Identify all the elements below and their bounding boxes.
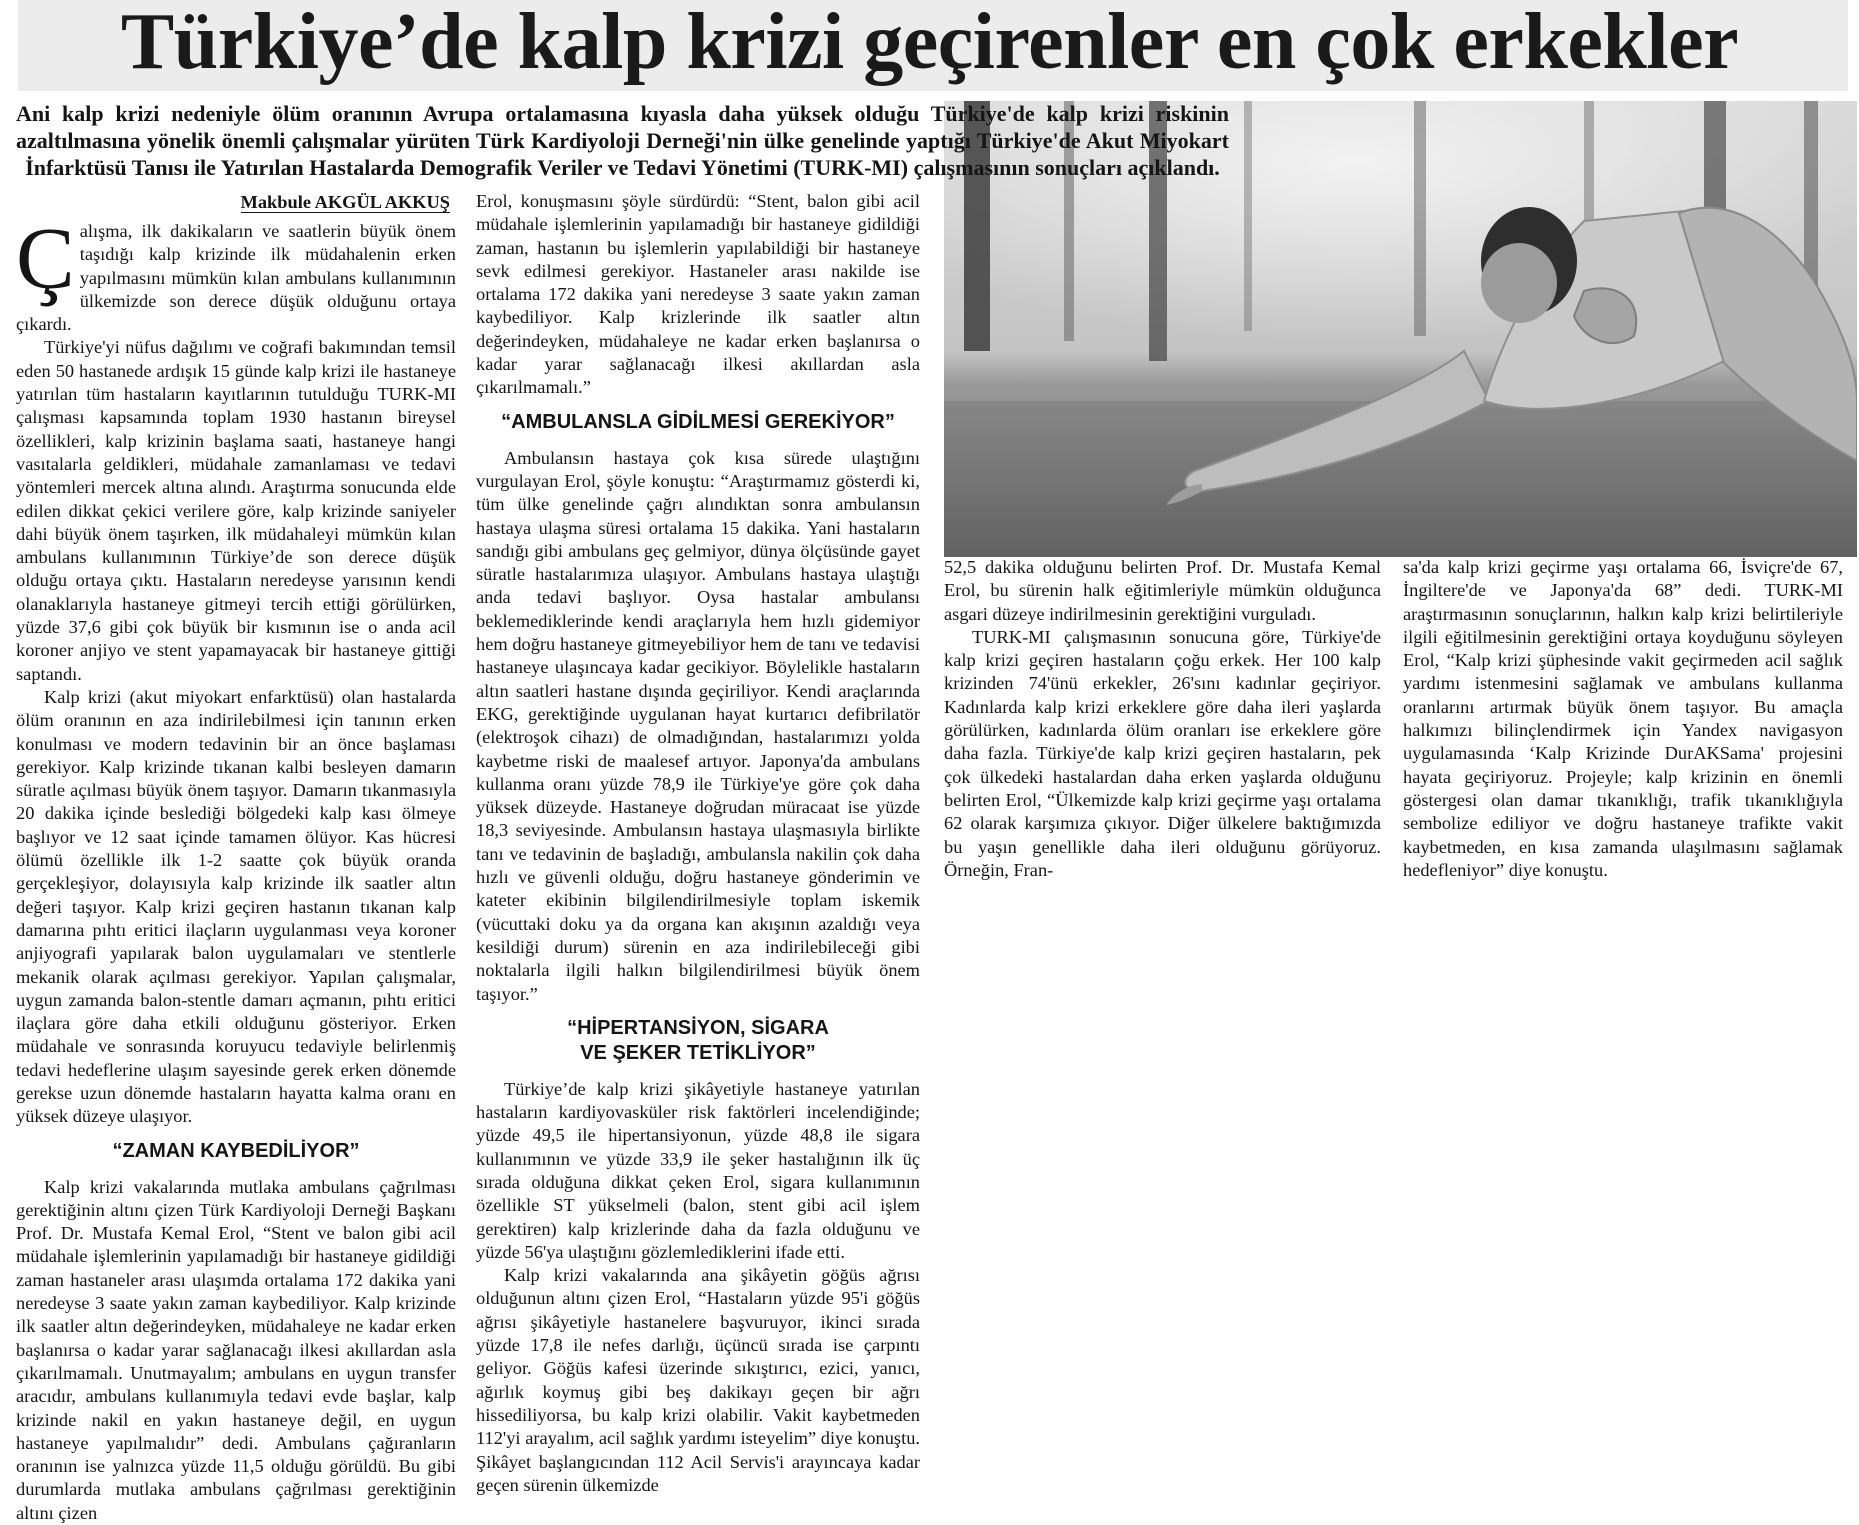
paragraph: Erol, konuşmasını şöyle sürdürdü: “Stent, balon gibi acil müdahale işlemlerinin yapılamadığı bir hastaneye gidildiği zaman, hastanın bu işlemlerin yapılabildiği bir hastaneye sevk edilmesi gerekiyor. Hastaneler arası nakilde ise ortalama 172 dakika yani neredeyse 3 saate yakın zaman kaybediliyor. Kalp krizlerinde ilk saatler altın değerindeyken, müdahaleye ne kadar erken başlanırsa o kadar yarar sağlanacağı ilkesi akıllardan asla çıkarılmamalı.” bbox=[476, 191, 920, 398]
subheading-line: VE ŞEKER TETİKLİYOR” bbox=[580, 1041, 816, 1064]
paragraph: Kalp krizi (akut miyokart enfarktüsü) olan hastalarda ölüm oranının en aza indirilebilmesi için tanının erken konulması ve modern tedavinin bir an önce başlaması gerekiyor. Kalp krizinde tıkanan kalbi besleyen damarın süratle açılması büyük önem taşıyor. Damarın tıkanmasıyla 20 dakika içinde beslediği bölgedeki kalp kası ölmeye başlıyor ve 12 saat içinde tamamen ölüyor. Kas hücresi ölümü özellikle ilk 1-2 saatte çok büyük oranda gerçekleşiyor, dolayısıyla kalp krizinde ilk saatler altın değeri taşıyor. Kalp krizi geçiren hastanın tıkanan kalp damarına pıhtı eritici ilaçların uygulanması veya koroner anjiyografi yapılarak balon uygulamaları ve stentlerle mekanik olarak açılması gerekiyor. Yapılan çalışmalar, uygun zamanda balon-stentle damarı açmanın, pıhtı eritici ilaçlara göre daha etkili olduğunu gösteriyor. Erken müdahale ve sonrasında koruyucu tedaviyle belirlenmiş tedavi hedeflerine ulaşım sayesinde gerek erken dönemde gerekse uzun dönemde hastaların hayatta kalma oranı en yüksek düzeye ulaşıyor. bbox=[16, 686, 456, 1127]
drop-cap: Ç bbox=[16, 211, 75, 308]
article-column-1 bbox=[16, 190, 456, 1525]
article-column-2 bbox=[476, 190, 920, 1497]
paragraph: Türkiye’de kalp krizi şikâyetiyle hastaneye yatırılan hastaların kardiyovasküler risk faktörleri incelendiğinde; yüzde 49,5 ile hipertansiyonun, yüzde 48,8 ile sigara kullanımının ve yüzde 33,9 ile şeker hastalığının ilk üç sırada olduğuna dikkat çeken Erol, sigara kullanımının özellikle ST yükselmeli (balon, stent gibi acil işlem gerektiren) kalp krizlerinde daha da fazla olduğunu ve yüzde 56'ya ulaştığını gözlemlediklerini ifade etti. bbox=[476, 1078, 920, 1262]
paragraph: 52,5 dakika olduğunu belirten Prof. Dr. Mustafa Kemal Erol, bu sürenin halk eğitimleriyle mümkün olduğunca asgari düzeye indirilmesinin gerektiğini vurguladı. bbox=[944, 557, 1381, 624]
paragraph: sa'da kalp krizi geçirme yaşı ortalama 66, İsviçre'de 67, İngiltere'de ve Japonya'da 68” dedi. TURK-MI araştırmasının sonuçlarının, halkın kalp krizi belirtileriyle ilgili eğitilmesinin gerektiğini ortaya koyduğunu söyleyen Erol, “Kalp krizi şüphesinde vakit geçirmeden acil sağlık yardımı istenmesini sağlamak ve ambulans kullanma oranlarını artırmak büyük önem taşıyor. Bu amaçla halkımızı bilinçlendirmek için Yandex navigasyon uygulamasında ‘Kalp Krizinde DurAKSama' projesini hayata geçiriyoruz. Projeyle; kalp krizinin en önemli göstergesi olan damar tıkanıklığı, trafik tıkanıklığıyla sembolize ediliyor ve doğru hastaneye trafikte vakit kaybetmeden, en kısa zamanda ulaşılmasını sağlamak hedefleniyor” diye konuştu. bbox=[1403, 557, 1843, 880]
paragraph: Kalp krizi vakalarında mutlaka ambulans çağrılması gerektiğinin altını çizen Türk Kardiyoloji Derneği Başkanı Prof. Dr. Mustafa Kemal Erol, “Stent ve balon gibi acil müdahale işlemlerinin yapılamadığı bir hastaneye gidildiği zaman hastaneler arası ulaşımda ortalama 172 dakika yani neredeyse 3 saate yakın zaman kaybediliyor. Kalp krizinde ilk saatler altın değerindeyken, müdahaleye ne kadar erken başlanırsa o kadar yarar sağlanacağı ilkesi akıllardan asla çıkarılmamalı. Unutmayalım; ambulans en uygun transfer aracıdır, ambulans kullanımıyla tedavi evde başlar, kalp krizinde nakil en yakın hastaneye değil, en uygun hastaneye yapılmalıdır” dedi. Ambulans çağıranların oranının ise yalnızca yüzde 11,5 olduğu görüldü. Bu gibi durumlarda mutlaka ambulans çağrılması gerektiğinin altını çizen bbox=[16, 1176, 456, 1523]
lead-paragraph: Ani kalp krizi nedeniyle ölüm oranının Avrupa ortalamasına kıyasla daha yüksek olduğu Türkiye'de kalp krizi riskinin azaltılmasına yönelik önemli çalışmalar yürüten Türk Kardiyoloji Derneği'nin ülke genelinde yaptığı Türkiye'de Akut Miyokart İnfarktüsü Tanısı ile Yatırılan Hastalarda Demografik Veriler ve Tedavi Yönetimi (TURK-MI) çalışmasının sonuçları açıklandı. bbox=[16, 101, 1229, 180]
subheading-line: “HİPERTANSİYON, SİGARA bbox=[567, 1016, 829, 1039]
byline bbox=[16, 190, 456, 214]
byline-name: Makbule AKGÜL AKKUŞ bbox=[240, 192, 450, 212]
subheading: “ZAMAN KAYBEDİLİYOR” bbox=[112, 1139, 360, 1162]
article-column-3 bbox=[944, 556, 1381, 882]
paragraph: TURK-MI çalışmasının sonucuna göre, Türkiye'de kalp krizi geçiren hastaların çoğu erkek. Her 100 kalp krizinden 74'ünü erkekler, 26'sını kadınlar geçiriyor. Kadınlarda kalp krizi erkeklere göre daha ileri yaşlarda görülürken, kadınlarda ölüm oranları ise erkeklere göre daha fazla. Türkiye'de kalp krizi geçiren hastaların, pek çok ülkedeki hastalardan daha erken yaşlarda olduğunu belirten Erol, “Ülkemizde kalp krizi geçirme yaşı ortalama 62 olarak karşımıza çıkıyor. Diğer ülkelere baktığımızda bu yaşın genellikle daha ileri olduğunu görüyoruz. Örneğin, Fran- bbox=[944, 626, 1381, 880]
paragraph-text: alışma, ilk dakikaların ve saatlerin büyük önem taşıdığı kalp krizinde ilk müdahalenin erken yapılmasını mümkün kılan ambulans kullanımının ülkemizde son derece düşük olduğunu ortaya çıkardı. bbox=[16, 221, 456, 335]
article-column-4 bbox=[1403, 556, 1843, 882]
paragraph: Türkiye'yi nüfus dağılımı ve coğrafi bakımından temsil eden 50 hastanede ardışık 15 günde kalp krizi ile hastaneye yatırılan tüm hastaların kayıtlarının tutulduğu TURK-MI çalışması kapsamında toplam 1930 hastanın bireysel özellikleri, kalp krizinin başlama saati, hastaneye hangi vasıtalarla geldikleri, müdahale zamanlaması ve tedavi yöntemleri mercek altına alındı. Araştırma sonucunda elde edilen dikkat çekici verilere göre, kalp krizinde saniyeler dahi büyük önem taşırken, ilk müdahaleyi mümkün kılan ambulans kullanımının Türkiye’de son derece düşük olduğu ortaya çıktı. Hastaların neredeyse yarısının kendi olanaklarıyla hastaneye gitmeyi tercih ettiği görülürken, yüzde 37,6 gibi çok büyük bir kısmının ise o anda acil koroner anjiyo ve stent yapamayacak bir hastaneye gittiği saptandı. bbox=[16, 337, 456, 684]
paragraph bbox=[16, 211, 456, 336]
subheading: “AMBULANSLA GİDİLMESİ GEREKİYOR” bbox=[501, 410, 895, 433]
paragraph: Kalp krizi vakalarında ana şikâyetin göğüs ağrısı olduğunun altını çizen Erol, “Hastaların yüzde 95'i göğüs ağrısı şikâyetiyle hastanelere başvuruyor, ikinci sırada yüzde 17,8 ile nefes darlığı, üçüncü sırada ise çarpıntı geliyor. Göğüs kafesi üzerinde sıkıştırıcı, ezici, yanıcı, ağırlık koymuş gibi beş dakikayı geçen bir ağrı hissediliyorsa, bu kalp krizi olabilir. Vakit kaybetmeden 112'yi arayalım, acil sağlık yardımı isteyelim” diye konuştu. Şikâyet başlangıcından 112 Acil Servis'i arayıncaya kadar geçen sürenin ülkemizde bbox=[476, 1265, 920, 1495]
subheading bbox=[476, 1016, 920, 1066]
paragraph: Ambulansın hastaya çok kısa sürede ulaştığını vurgulayan Erol, şöyle konuştu: “Araştırmamız gösterdi ki, tüm ülke genelinde çağrı alındıktan sonra ambulansın hastaya ulaşma süresi ortalama 15 dakika. Yani hastaların sandığı gibi ambulans geç gelmiyor, dünya ölçüsünde gayet süratle hastalarımıza ulaşıyor. Ambulans hastaya ulaştığı anda tedavi başlıyor. Oysa hastalar ambulansı beklemediklerinde kendi araçlarıyla hem hızlı gidemiyor hem doğru hastaneye gitmeyebiliyor hem de tanı ve tedavisi hastaneye ulaşıncaya kadar gecikiyor. Böylelikle hastaların altın saatleri hastane dışında geçiriliyor. Kendi araçlarında EKG, gerektiğinde uygulanan hayat kurtarıcı defibrilatör (elektroşok cihazı) de olmadığından, hastalarımızı yolda kaybetme riski de maalesef artıyor. Japonya'da ambulans kullanma oranı yüzde 78,9 ile Türkiye'ye göre çok daha yüksek düzeyde. Hastaneye doğrudan müracaat ise yüzde 18,3 seviyesinde. Ambulansın hastaya ulaşmasıyla birlikte tanı ve tedavinin de başladığı, ambulansla nakilin çok daha hızlı ve güvenli olduğu, doğru hastaneye gönderimin ve kateter ekibinin bilgilendirilmesiyle toplam iskemik (vücuttaki doku ya da organa kan akışının azaldığı veya kesildiği durum) sürenin en aza indirilebileceği gibi noktalarla ilgili halkın bilgilendirilmesi büyük önem taşıyor.” bbox=[476, 447, 920, 1004]
headline: Türkiye’de kalp krizi geçirenler en çok erkekler bbox=[120, 0, 1739, 86]
